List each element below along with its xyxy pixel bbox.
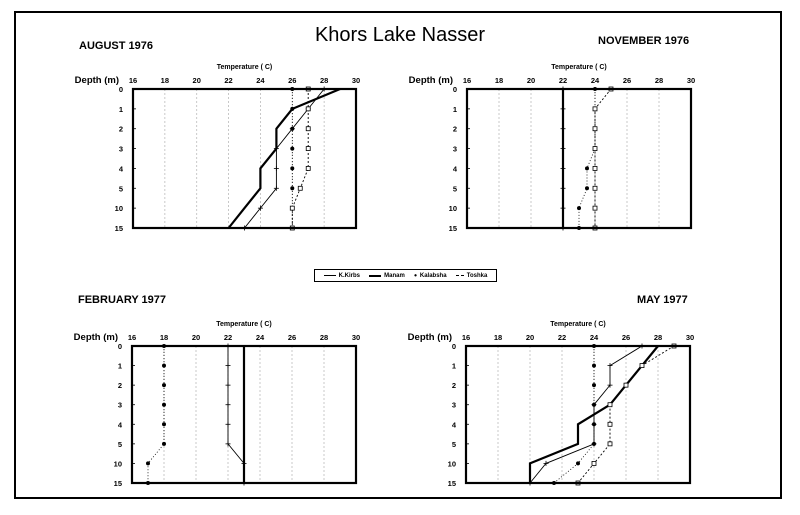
svg-text:1: 1 (117, 361, 122, 371)
svg-text:2: 2 (117, 381, 122, 391)
svg-text:4: 4 (452, 164, 457, 174)
svg-text:5: 5 (451, 439, 456, 449)
svg-text:28: 28 (319, 333, 329, 342)
svg-text:Temperature ( C): Temperature ( C) (551, 64, 607, 71)
svg-text:Temperature ( C): Temperature ( C) (550, 321, 606, 328)
svg-text:24: 24 (590, 76, 600, 85)
svg-text:5: 5 (452, 184, 457, 194)
svg-text:28: 28 (653, 333, 663, 342)
plus-marker-icon (324, 275, 336, 276)
svg-text:20: 20 (525, 333, 535, 342)
legend-item-kkirbs: K.Kirbs (324, 273, 360, 279)
svg-text:16: 16 (461, 333, 471, 342)
svg-text:26: 26 (622, 76, 632, 85)
svg-text:0: 0 (452, 85, 457, 94)
svg-text:30: 30 (685, 333, 695, 342)
figure-title: Khors Lake Nasser (314, 24, 486, 46)
panel-title-may-1977: MAY 1977 (637, 294, 688, 306)
svg-text:10: 10 (113, 459, 122, 469)
svg-text:24: 24 (255, 333, 265, 342)
svg-text:1: 1 (118, 104, 123, 114)
svg-text:24: 24 (256, 76, 265, 85)
svg-text:10: 10 (448, 204, 457, 214)
svg-text:18: 18 (160, 76, 170, 85)
svg-text:24: 24 (589, 333, 599, 342)
panel-title-nov-1976: NOVEMBER 1976 (598, 35, 690, 47)
legend-item-kalabsha: • Kalabsha (414, 271, 447, 280)
panel-title-feb-1977: FEBRUARY 1977 (78, 294, 167, 306)
svg-text:22: 22 (223, 333, 233, 342)
svg-text:Temperature ( C): Temperature ( C) (216, 64, 273, 71)
dot-marker-icon: • (414, 271, 417, 280)
svg-text:22: 22 (558, 76, 568, 85)
svg-text:18: 18 (493, 333, 503, 342)
svg-text:4: 4 (117, 420, 122, 430)
legend (314, 269, 497, 282)
svg-text:20: 20 (191, 333, 201, 342)
panel-title-aug-1976: AUGUST 1976 (79, 40, 153, 52)
svg-text:4: 4 (451, 420, 456, 430)
svg-text:3: 3 (452, 144, 457, 154)
legend-item-manam: Manam (369, 273, 405, 279)
svg-text:Depth (m): Depth (m) (407, 332, 452, 343)
svg-text:3: 3 (118, 144, 123, 154)
svg-text:2: 2 (451, 381, 456, 391)
svg-text:3: 3 (451, 400, 456, 410)
svg-text:16: 16 (127, 333, 137, 342)
svg-text:3: 3 (117, 400, 122, 410)
svg-text:2: 2 (118, 124, 123, 134)
svg-text:18: 18 (159, 333, 169, 342)
svg-text:1: 1 (452, 104, 457, 114)
svg-text:20: 20 (192, 76, 201, 85)
svg-text:1: 1 (451, 361, 456, 371)
svg-text:15: 15 (447, 479, 456, 488)
svg-text:15: 15 (113, 479, 122, 488)
svg-text:16: 16 (462, 76, 472, 85)
svg-text:Depth (m): Depth (m) (408, 75, 453, 86)
svg-text:26: 26 (288, 76, 297, 85)
svg-text:Depth (m): Depth (m) (73, 332, 118, 343)
svg-text:5: 5 (117, 439, 122, 449)
svg-text:30: 30 (351, 333, 361, 342)
svg-text:4: 4 (118, 164, 123, 174)
svg-text:15: 15 (114, 224, 123, 233)
svg-text:Temperature ( C): Temperature ( C) (216, 321, 272, 328)
svg-text:10: 10 (447, 459, 456, 469)
svg-text:16: 16 (128, 76, 138, 85)
svg-text:0: 0 (118, 85, 123, 94)
svg-text:28: 28 (654, 76, 664, 85)
svg-text:28: 28 (319, 76, 329, 85)
svg-text:0: 0 (451, 342, 456, 351)
svg-text:26: 26 (621, 333, 631, 342)
svg-text:26: 26 (287, 333, 297, 342)
svg-text:22: 22 (224, 76, 233, 85)
svg-text:10: 10 (114, 204, 123, 214)
svg-text:30: 30 (686, 76, 696, 85)
square-marker-icon (456, 275, 464, 276)
svg-text:0: 0 (117, 342, 122, 351)
svg-text:20: 20 (526, 76, 536, 85)
svg-text:2: 2 (452, 124, 457, 134)
legend-item-toshka: Toshka (456, 273, 488, 279)
svg-text:18: 18 (494, 76, 504, 85)
svg-text:15: 15 (448, 224, 457, 233)
thick-line-icon (369, 275, 381, 277)
svg-text:30: 30 (351, 76, 361, 85)
svg-text:Depth (m): Depth (m) (74, 75, 119, 86)
svg-text:22: 22 (557, 333, 567, 342)
svg-text:5: 5 (118, 184, 123, 194)
